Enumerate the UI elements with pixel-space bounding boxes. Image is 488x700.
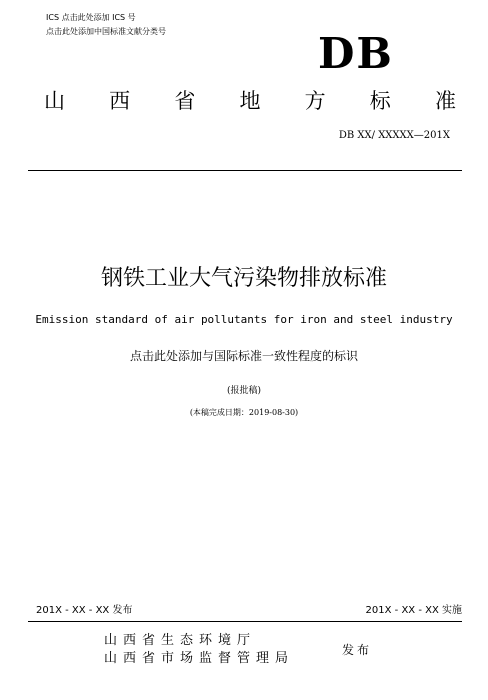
- ics-number-placeholder[interactable]: ICS 点击此处添加 ICS 号: [46, 13, 136, 22]
- title-chinese: 钢铁工业大气污染物排放标准: [100, 266, 387, 291]
- title-english: Emission standard of air pollutants for iron and steel industry: [35, 313, 453, 326]
- province-standard-heading: [44, 88, 456, 114]
- heading-char: 准: [434, 89, 456, 113]
- consistency-note-placeholder[interactable]: 点击此处添加与国际标准一致性程度的标识: [129, 349, 358, 363]
- heading-char: 山: [44, 89, 65, 113]
- heading-char: 方: [304, 89, 326, 113]
- publish-label: 发布: [342, 643, 373, 657]
- issuer-market-regulation: 山西省市场监督管理局: [104, 651, 295, 666]
- standard-mark-db: DB: [318, 29, 394, 78]
- top-divider: [28, 170, 462, 171]
- bottom-divider: [28, 621, 462, 622]
- heading-char: 地: [239, 89, 261, 113]
- issuer-ecology-department: 山西省生态环境厅: [104, 633, 257, 648]
- heading-char: 省: [174, 89, 196, 113]
- ccs-classification-placeholder[interactable]: 点击此处添加中国标准文献分类号: [46, 27, 166, 36]
- implementation-date: 201X - XX - XX 实施: [365, 605, 462, 616]
- completion-date: (本稿完成日期：2019-08-30): [189, 408, 299, 417]
- issue-date: 201X - XX - XX 发布: [36, 605, 133, 616]
- document-number: DB XX/ XXXXX—201X: [338, 130, 450, 141]
- draft-status: (报批稿): [226, 386, 262, 396]
- heading-char: 标: [369, 89, 391, 113]
- heading-char: 西: [109, 89, 131, 113]
